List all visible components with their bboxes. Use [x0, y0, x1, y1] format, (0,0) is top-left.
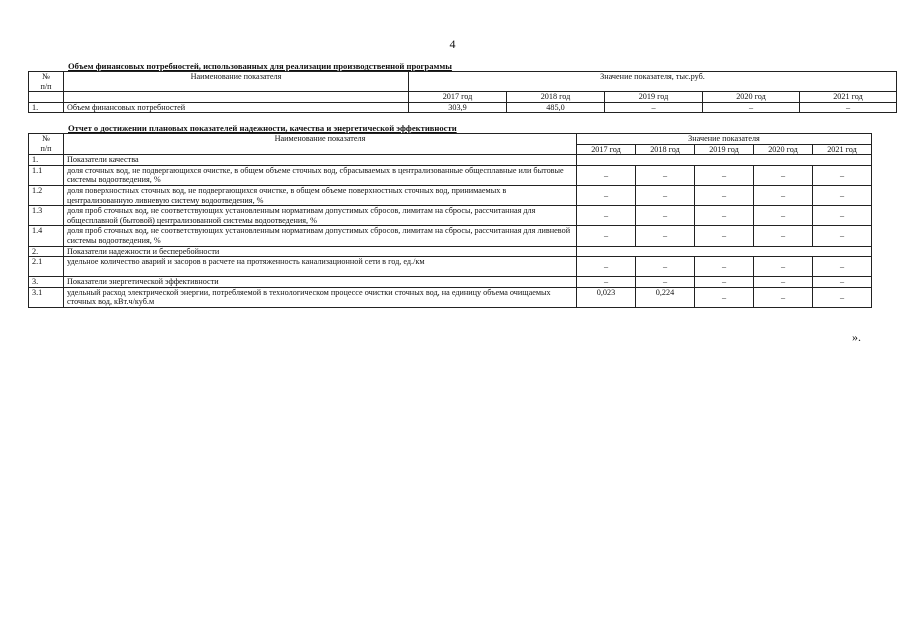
row-value: – [813, 165, 872, 185]
row-empty-values [577, 246, 872, 257]
table-row [29, 206, 872, 226]
row-value: – [813, 257, 872, 277]
row-number: 1.4 [29, 226, 64, 246]
table2-year-header: 2019 год [695, 144, 754, 155]
row-value: – [636, 206, 695, 226]
row-number: 1. [29, 155, 64, 166]
row-value: – [636, 165, 695, 185]
table1-col-num-header: № п/п [29, 72, 64, 92]
table1-header-row [29, 72, 897, 92]
row-name: удельное количество аварий и засоров в расчете на протяженность канализационной сети в год, ед./км [64, 257, 577, 277]
financial-needs-table [28, 71, 897, 113]
row-value: – [800, 102, 897, 113]
row-number: 1.3 [29, 206, 64, 226]
row-name: доля проб сточных вод, не соответствующих установленным нормативам допустимых сбросов, лимитам на сбросы, рассчитанная для ливневой системы водоотведения, % [64, 226, 577, 246]
row-value: – [695, 287, 754, 307]
table-row [29, 155, 872, 166]
table2-caption: Отчет о достижении плановых показателей надежности, качества и энергетической эффективности [68, 123, 457, 133]
row-value: – [754, 206, 813, 226]
table-row [29, 277, 872, 288]
row-value: – [636, 277, 695, 288]
row-value: – [636, 226, 695, 246]
row-number: 1. [29, 102, 64, 113]
row-name: доля сточных вод, не подвергающихся очистке, в общем объеме сточных вод, сбрасываемых в централизованные общесплавные или бытовые системы водоотведения, % [64, 165, 577, 185]
table2-year-header: 2021 год [813, 144, 872, 155]
row-value: – [754, 287, 813, 307]
table1-years-spacer [64, 92, 409, 103]
page-number: 4 [449, 37, 456, 51]
row-number: 2.1 [29, 257, 64, 277]
table1-year-header: 2021 год [800, 92, 897, 103]
table2-header-row [29, 134, 872, 145]
row-value: 0,023 [577, 287, 636, 307]
row-value: – [636, 257, 695, 277]
row-number: 1.2 [29, 185, 64, 205]
row-name: Показатели энергетической эффективности [64, 277, 577, 288]
row-value: 485,0 [507, 102, 605, 113]
row-value: – [577, 206, 636, 226]
row-value: – [636, 185, 695, 205]
row-value: – [754, 226, 813, 246]
row-value: – [605, 102, 703, 113]
row-value: – [577, 185, 636, 205]
table-row [29, 287, 872, 307]
row-number: 1.1 [29, 165, 64, 185]
row-value: – [754, 257, 813, 277]
row-name: Показатели надежности и бесперебойности [64, 246, 577, 257]
row-value: – [813, 206, 872, 226]
table1-years-row [29, 92, 897, 103]
row-value: – [695, 257, 754, 277]
table1-col-name-header: Наименование показателя [64, 72, 409, 92]
row-value: – [703, 102, 800, 113]
row-name: Объем финансовых потребностей [64, 102, 409, 113]
table1-caption: Объем финансовых потребностей, использованных для реализации производственной программы [68, 61, 452, 71]
closing-quote: ». [852, 330, 861, 344]
row-name: доля проб сточных вод, не соответствующих установленным нормативам допустимых сбросов, лимитам на сбросы, рассчитанная для общесплавной (бытовой) централизованной системы водоотведения, % [64, 206, 577, 226]
row-value: – [695, 165, 754, 185]
row-value: – [813, 226, 872, 246]
row-value: 303,9 [409, 102, 507, 113]
table-row [29, 165, 872, 185]
row-value: 0,224 [636, 287, 695, 307]
row-value: – [577, 257, 636, 277]
table-row [29, 257, 872, 277]
table2-year-header: 2018 год [636, 144, 695, 155]
table1-year-header: 2020 год [703, 92, 800, 103]
row-value: – [754, 165, 813, 185]
table2-col-num-header: № п/п [29, 134, 64, 155]
row-value: – [813, 185, 872, 205]
row-value: – [577, 277, 636, 288]
row-number: 2. [29, 246, 64, 257]
table-row [29, 102, 897, 113]
table-row [29, 246, 872, 257]
row-value: – [695, 277, 754, 288]
table2-col-name-header: Наименование показателя [64, 134, 577, 155]
table1-col-value-header: Значение показателя, тыс.руб. [409, 72, 897, 92]
row-name: Показатели качества [64, 155, 577, 166]
row-name: доля поверхностных сточных вод, не подвергающихся очистке, в общем объеме поверхностных сточных вод, принимаемых в централизованную ливневую систему водоотведения, % [64, 185, 577, 205]
table2-year-header: 2017 год [577, 144, 636, 155]
indicators-table [28, 133, 872, 308]
row-name: удельный расход электрической энергии, потребляемой в технологическом процессе очистки сточных вод, на единицу объема очищаемых сточных вод, кВт.ч/куб.м [64, 287, 577, 307]
row-value: – [754, 277, 813, 288]
row-value: – [695, 206, 754, 226]
table1-year-header: 2019 год [605, 92, 703, 103]
table2-col-value-header: Значение показателя [577, 134, 872, 145]
row-number: 3. [29, 277, 64, 288]
table2-year-header: 2020 год [754, 144, 813, 155]
table-row [29, 185, 872, 205]
table1-year-header: 2018 год [507, 92, 605, 103]
table1-years-spacer [29, 92, 64, 103]
row-value: – [577, 226, 636, 246]
row-value: – [813, 277, 872, 288]
row-value: – [695, 185, 754, 205]
row-value: – [577, 165, 636, 185]
table1-year-header: 2017 год [409, 92, 507, 103]
row-value: – [754, 185, 813, 205]
row-empty-values [577, 155, 872, 166]
row-number: 3.1 [29, 287, 64, 307]
row-value: – [813, 287, 872, 307]
row-value: – [695, 226, 754, 246]
table-row [29, 226, 872, 246]
